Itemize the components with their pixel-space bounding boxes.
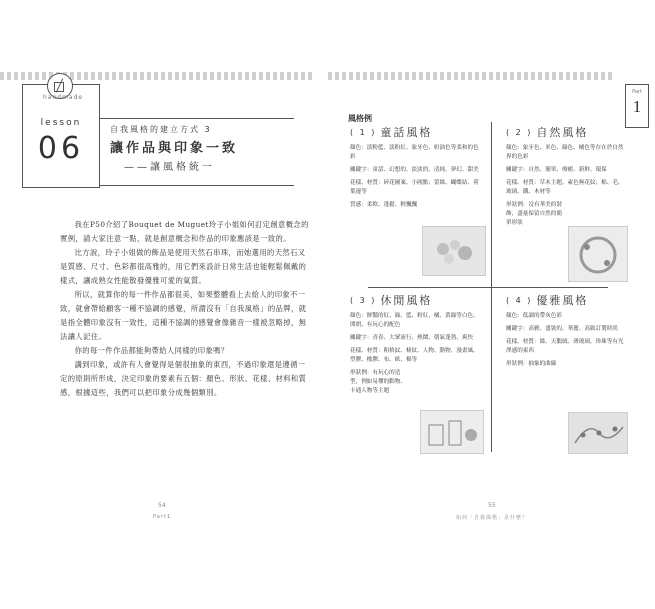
style-number: ( 4 ) (506, 296, 533, 305)
lesson-badge (22, 84, 100, 188)
section-heading: 風格例 (348, 114, 372, 123)
style-name: 自然風格 (536, 126, 589, 139)
style-line: 顏色：淡粉藍、淡粉紅、象牙色、奶油色等柔和的色彩 (350, 145, 479, 160)
style-name: 童話風格 (380, 126, 433, 139)
paragraph: 我在P50介紹了Bouquet de Muguet玲子小姐如何訂定創意概念的實例，請大家注意一點，就是創意概念和作品的印象應該是一致的。 (60, 220, 309, 243)
part-tab (625, 84, 649, 128)
page-footer: 如何「自我風格」是什麼？ (455, 515, 528, 521)
part-number: 1 (632, 97, 642, 116)
paragraph: 你的每一件作品都能夠帶給人同樣的印象嗎？ (74, 346, 229, 355)
style-line: 關鍵字：童話、幻想的、淡淡的、清純、夢幻、甜美 (350, 167, 479, 173)
casual-photo (420, 410, 484, 454)
elegant-jewelry-image (569, 413, 627, 453)
paragraph: 講到印象，或許有人會覺得是個很抽象的東西，不過印象還是遵循一定的原則所形成，決定印象的要素有五個：顏色、形狀、花樣、材料和質感，根據這些，我們可以把印象分成幾個類別。 (60, 360, 307, 397)
handmade-label: handmade (43, 94, 84, 101)
style-number: ( 2 ) (506, 128, 533, 137)
chapter-title: 讓作品與印象一致 (110, 141, 239, 156)
style-line: 顏色：鮮豔的紅、綠、藍、粉紅、橘、黃綠等白色、開朗、有玩心的配色 (350, 313, 479, 328)
part-label: Part (632, 89, 642, 95)
style-line: 關鍵字：青春、大眾流行、熱鬧、朝氣蓬勃、爽快 (350, 335, 474, 341)
style-line: 花樣、材質：粗格紋、條紋、人物、動物、漫畫風、塑膠、橡膠、布、紙、棉等 (350, 348, 479, 363)
natural-photo (568, 226, 628, 282)
style-elegant (506, 296, 628, 373)
chapter-tagline: ——讓風格統一 (124, 162, 215, 173)
style-name: 優雅風格 (536, 294, 589, 307)
paragraph: 比方說，玲子小姐做的飾品是使用天然石串珠，而她選用的天然石又是質感、尺寸、色彩都很高雅的，用它們來設計日常生活也能輕鬆佩戴的樣式，讓成熟女性能散發優雅可愛的氣質。 (60, 248, 307, 285)
style-line: 顏色：低調的帶灰色彩 (506, 313, 562, 319)
style-number: ( 3 ) (350, 296, 377, 305)
paragraph: 所以，就算你的每一件作品都很美，如果整體看上去給人的印象不一致，就會帶給顧客一種不協調的感覺，所謂沒有「自我風格」的品牌，就是指全體印象沒有一致性，這種不協調的感覺會像雜音一樣被忽略掉，無法讓人記住。 (60, 290, 307, 341)
style-line: 顏色：象牙色、米色、綠色、橘色等存在於自然界的色彩 (506, 145, 624, 160)
chapter-subtitle: 自我風格的建立方式 3 (110, 125, 212, 134)
lesson-number: 06 (37, 131, 85, 166)
right-page (328, 0, 655, 609)
style-line: 關鍵字：自然、簡單、療癒、新鮮、環保 (506, 167, 607, 173)
style-number: ( 1 ) (350, 128, 377, 137)
style-casual (350, 296, 480, 400)
style-line: 形狀例：抽象的曲線 (506, 361, 557, 367)
style-fairytale (350, 128, 480, 214)
lesson-label: lesson (40, 118, 82, 128)
style-line: 質感：柔軟、蓬鬆、輕飄飄 (350, 202, 418, 208)
style-line: 形狀例：沒有華美的裝飾，盡量保留自然的簡單形狀 (506, 202, 562, 226)
style-line: 形狀例：有玩心的造型，例如易懂的動物、卡通人物等主題 (350, 370, 406, 394)
page-footer: Part1 (152, 514, 172, 520)
style-line: 花樣、材質：絲、天鵝絨、薄玻璃、珍珠等有光澤感的東西 (506, 339, 624, 354)
natural-wreath-image (569, 227, 627, 281)
page-number: 54 (158, 502, 166, 509)
body-text (60, 218, 310, 400)
style-name: 休閒風格 (380, 294, 433, 307)
elegant-photo (568, 412, 628, 454)
style-natural (506, 128, 628, 232)
fairytale-photo (422, 226, 486, 276)
style-line: 花樣、材質：碎花圖案、小圓點；蕾絲、蝴蝶結、荷葉邊等 (350, 180, 479, 195)
divider-horizontal (368, 287, 608, 288)
style-line: 關鍵字：高雅、盛裝的、華麗、高級訂製時尚 (506, 326, 618, 332)
casual-items-image (421, 411, 483, 453)
fairytale-jewelry-image (423, 227, 485, 275)
style-line: 花樣、材質：草木主題、素色無花紋；棉、毛、玻璃、鐵、木材等 (506, 180, 624, 195)
page-number: 55 (488, 502, 496, 509)
